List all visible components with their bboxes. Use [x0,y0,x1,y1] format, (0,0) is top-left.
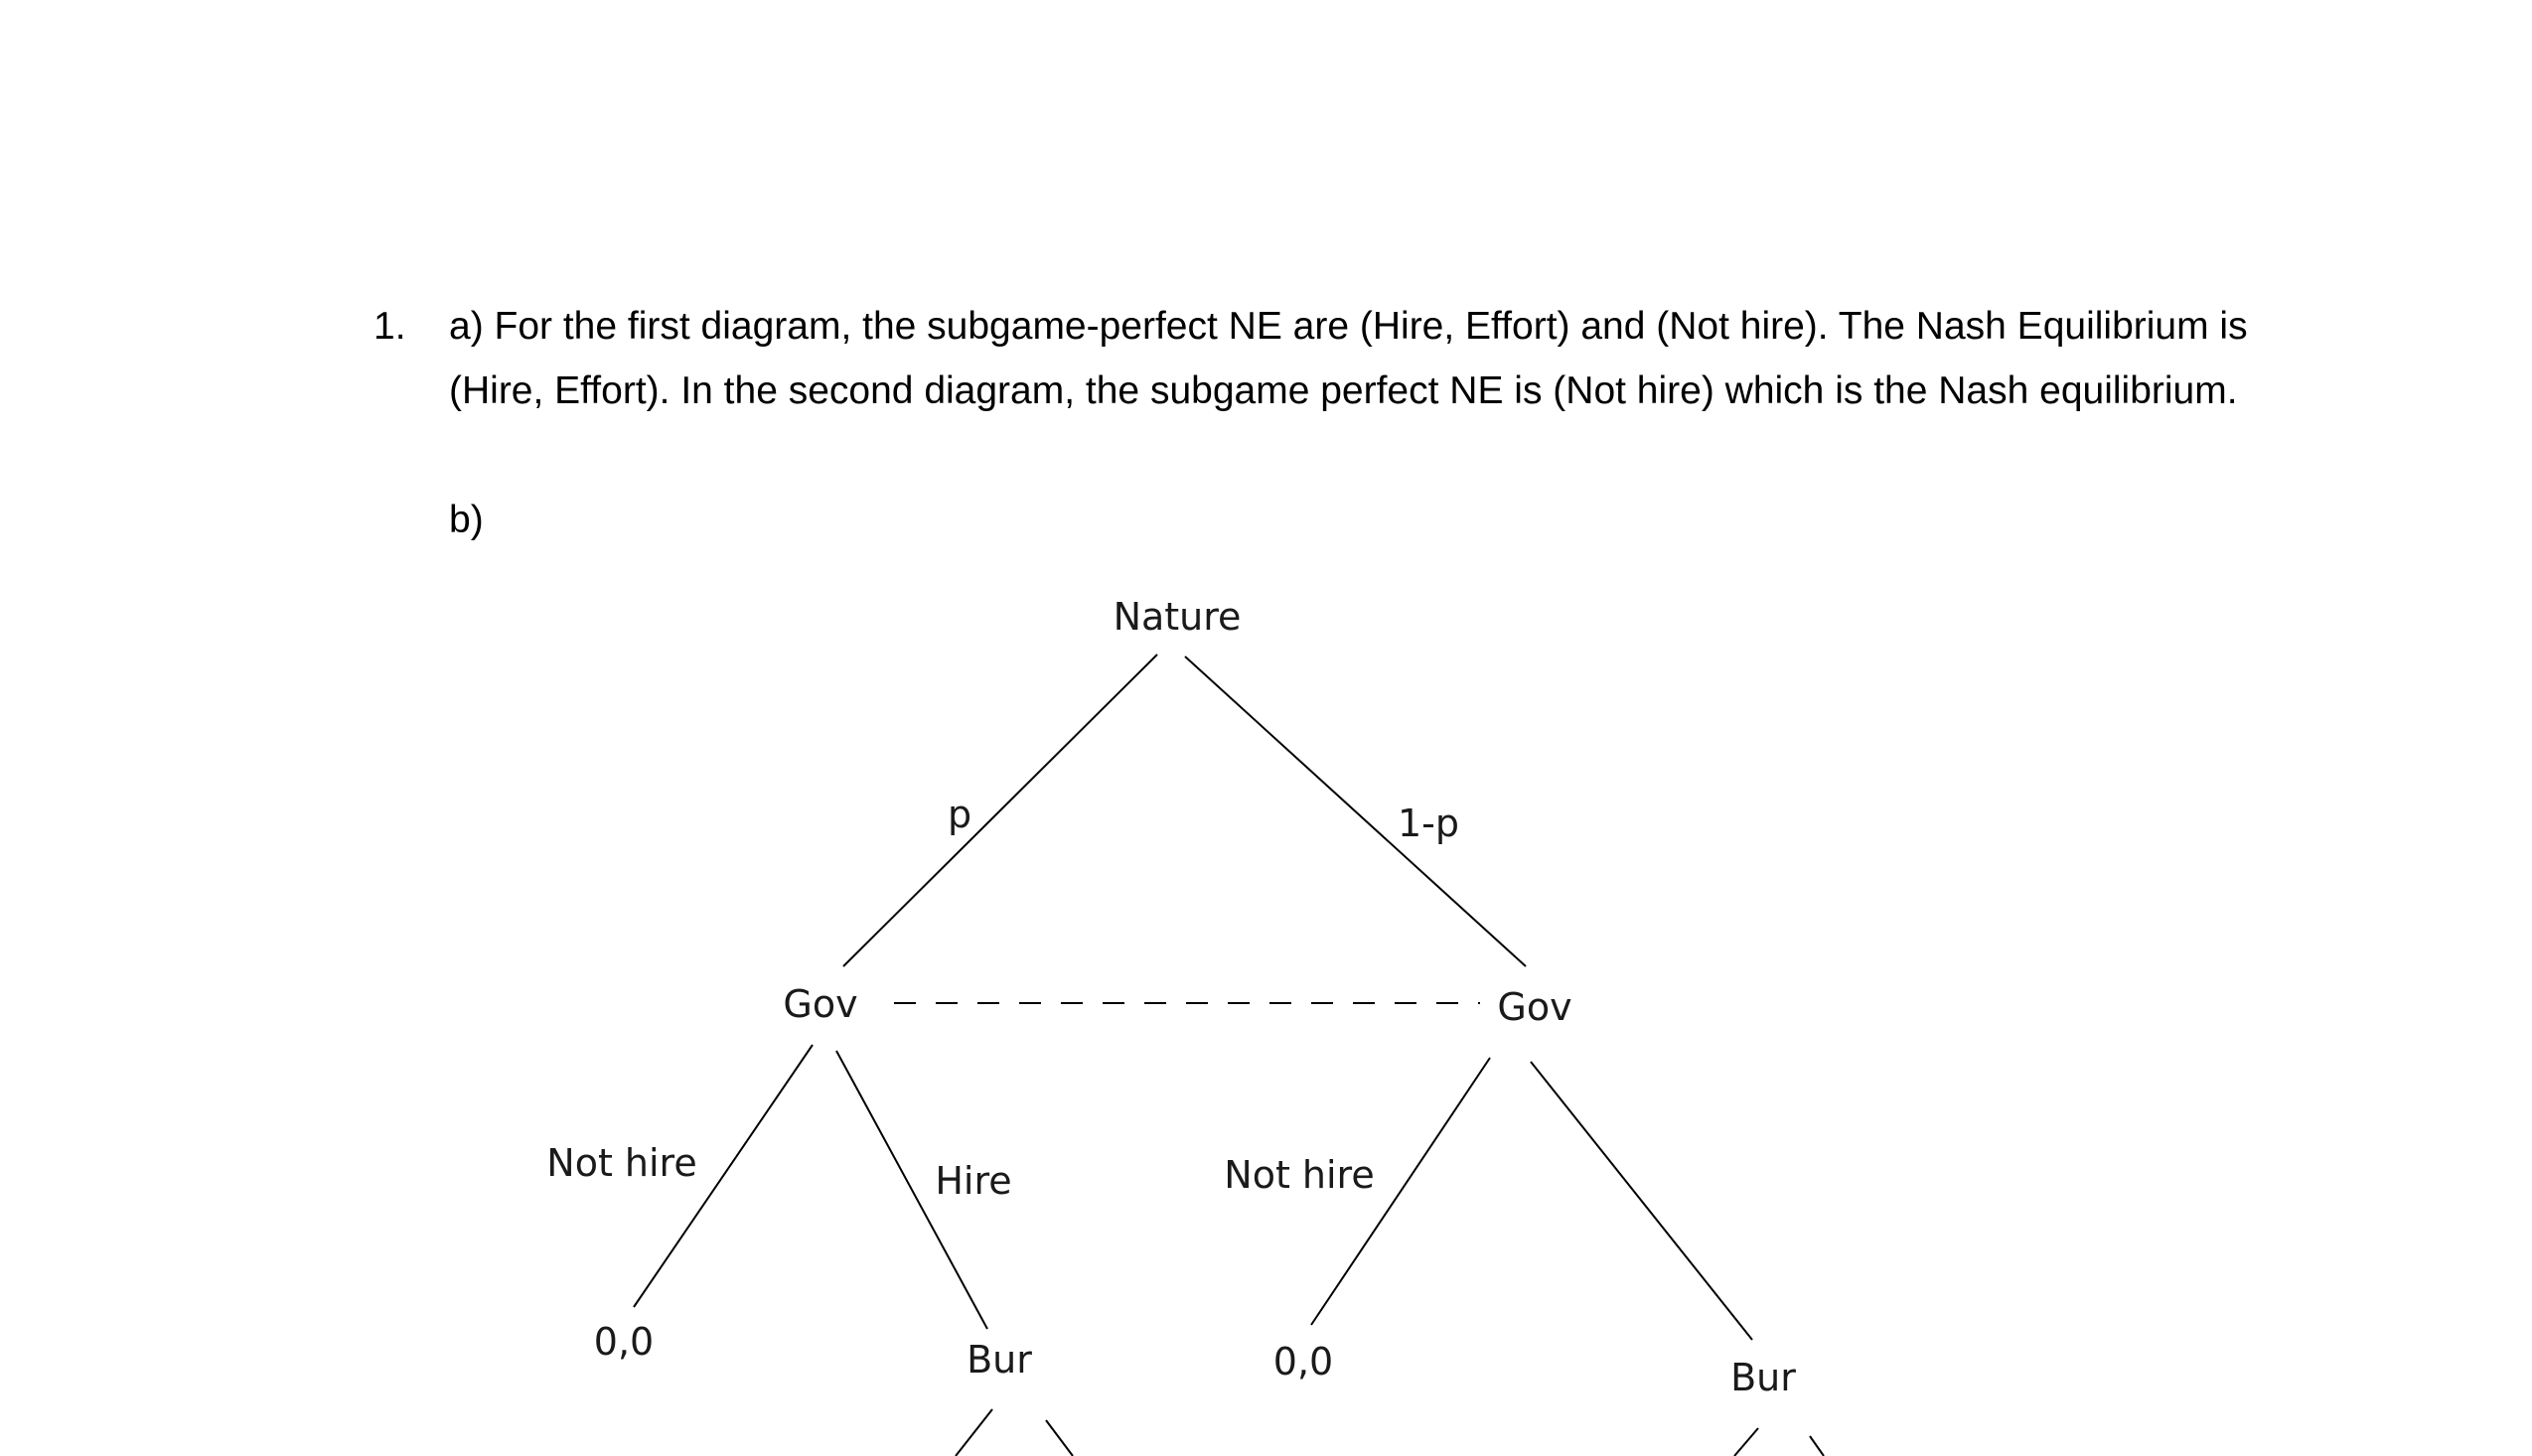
edge-nature-right [1185,656,1526,966]
payoff-left: 0,0 [593,1320,655,1364]
question-number: 1. [373,305,406,348]
edge-left-bur-a [956,1409,992,1456]
edge-right-hire [1531,1062,1752,1340]
edge-left-bur-b [1046,1420,1073,1456]
edge-right-bur-a [1734,1428,1758,1456]
branch-label-p: p [947,793,972,836]
part-b-label: b) [449,499,484,541]
node-nature: Nature [1113,595,1242,639]
node-gov-left: Gov [783,982,858,1026]
branch-label-1-p: 1-p [1397,801,1460,845]
part-a-answer: a) For the first diagram, the subgame-perfect NE are (Hire, Effort) and (Not hire). The Nash Equilibrium is (Hire, Effort). In the second diagram, the subgame perfect NE is (Not hire) which is the Nash equilibrium. [449,305,2248,412]
edge-right-bur-b [1810,1436,1824,1456]
node-bur-right: Bur [1730,1356,1796,1399]
node-bur-left: Bur [967,1338,1032,1382]
action-not-hire-left: Not hire [546,1141,697,1185]
node-gov-right: Gov [1497,985,1572,1029]
action-hire-left: Hire [935,1159,1012,1203]
action-not-hire-right: Not hire [1224,1153,1375,1197]
edge-nature-left [843,655,1157,966]
payoff-right: 0,0 [1272,1340,1334,1383]
